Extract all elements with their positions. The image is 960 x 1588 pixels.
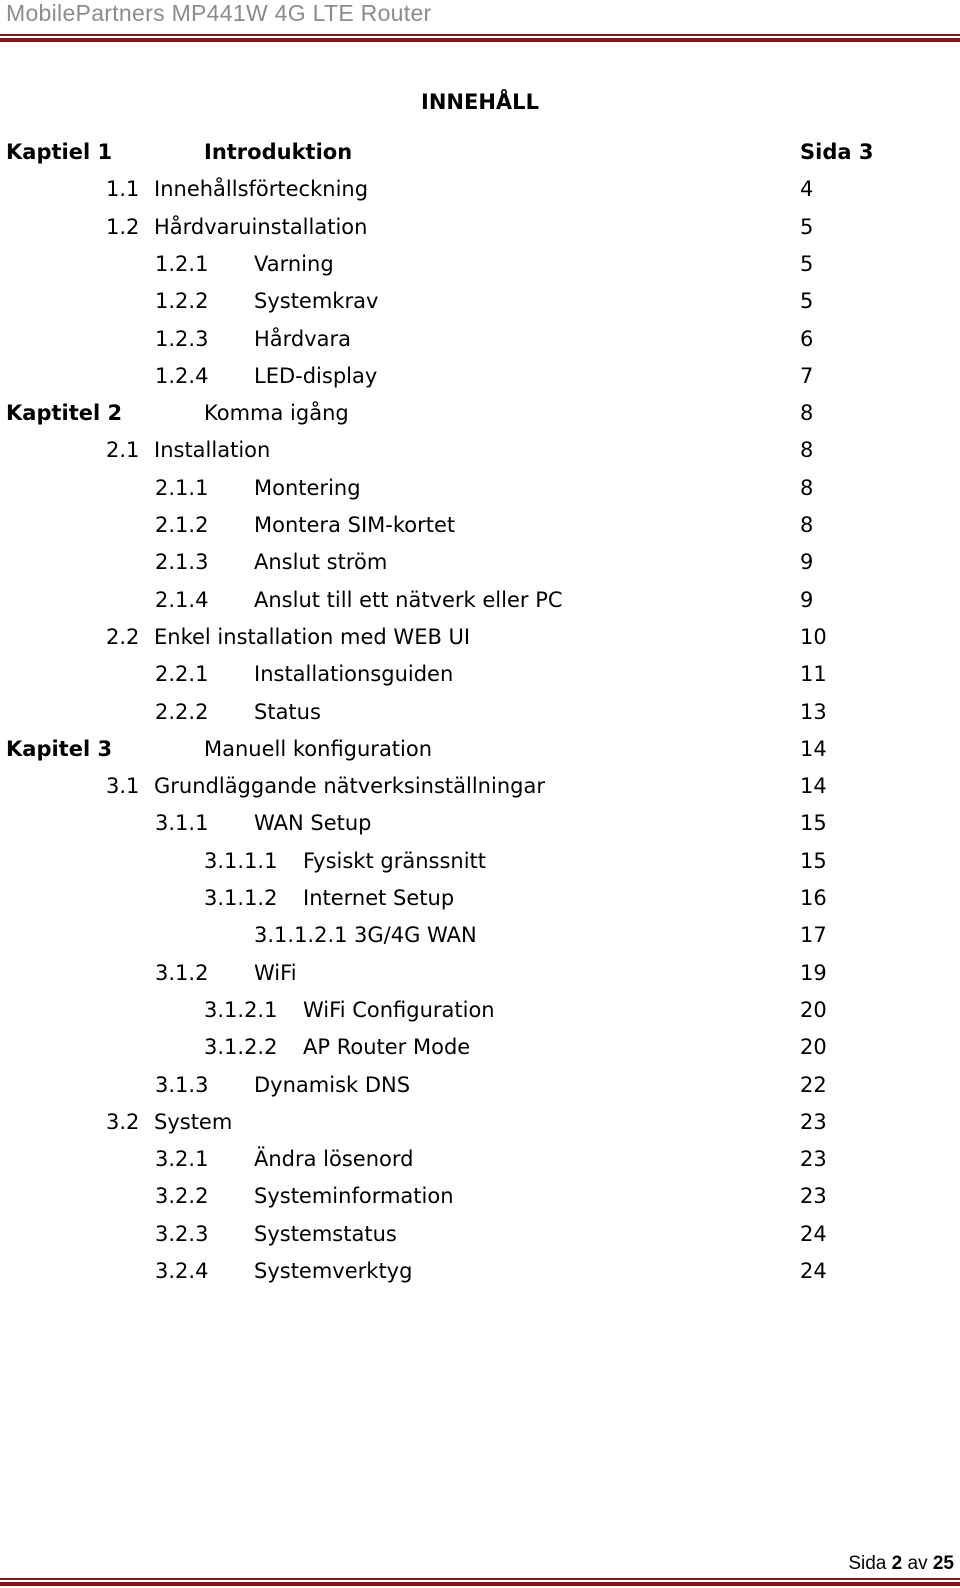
header-rule <box>0 34 960 36</box>
toc-entry-title: Montering <box>254 475 361 500</box>
toc-entry-page: 8 <box>800 438 814 463</box>
toc-entry-title: Dynamisk DNS <box>254 1072 411 1097</box>
toc-entry-number: 3.1.1.2 <box>204 886 278 910</box>
footer-rule-thick <box>0 1582 960 1586</box>
page-number <box>848 1553 954 1575</box>
toc-heading: INNEHÅLL <box>421 90 539 114</box>
toc-entry[interactable] <box>0 1147 960 1184</box>
page-total: 25 <box>932 1553 954 1574</box>
toc-entry-number: 3.1.2.1 <box>204 997 278 1022</box>
toc-entry-title: Komma igång <box>204 401 349 426</box>
toc-entry-page: 9 <box>800 550 814 575</box>
toc-entry-number: 3.1.1.2.1 <box>254 923 348 948</box>
toc-entry[interactable] <box>0 1110 960 1147</box>
toc-entry-title: Hårdvaruinstallation <box>154 214 368 239</box>
toc-entry[interactable] <box>0 1259 960 1296</box>
toc-entry[interactable] <box>0 1222 960 1259</box>
toc-entry-title: Systemverktyg <box>254 1259 413 1283</box>
toc-entry-page: 20 <box>800 1035 827 1060</box>
toc-entry[interactable] <box>0 625 960 662</box>
toc-entry[interactable] <box>0 1073 960 1110</box>
toc-entry-title: WiFi Configuration <box>303 997 495 1022</box>
toc-entry-title: Innehållsförteckning <box>154 177 369 202</box>
toc-entry-number: 1.2.2 <box>155 289 209 314</box>
toc-entry-title: Enkel installation med WEB UI <box>154 624 471 649</box>
toc-entry[interactable] <box>0 1184 960 1221</box>
toc-entry-title: AP Router Mode <box>303 1035 471 1060</box>
toc-entry[interactable] <box>0 401 960 438</box>
toc-entry[interactable] <box>0 1035 960 1072</box>
toc-entry-page: 15 <box>800 848 827 873</box>
toc-entry-page: 23 <box>800 1184 827 1209</box>
header-rule-thick <box>0 38 960 42</box>
toc-entry-number: 2.1.3 <box>155 550 209 575</box>
toc-entry-number: 1.2.1 <box>155 251 209 276</box>
toc-entry-page: 14 <box>800 736 827 761</box>
toc-entry-title: Ändra lösenord <box>254 1147 414 1172</box>
toc-entry-page: Sida 3 <box>800 140 874 164</box>
toc-entry[interactable] <box>0 998 960 1035</box>
toc-entry-page: 17 <box>800 923 827 948</box>
toc-entry-number: 3.1.1.1 <box>204 848 278 873</box>
toc-entry[interactable] <box>0 886 960 923</box>
page-mid: av <box>907 1553 928 1574</box>
toc-entry-page: 19 <box>800 960 827 985</box>
toc-entry[interactable] <box>0 140 960 177</box>
toc-entry[interactable] <box>0 662 960 699</box>
toc-entry[interactable] <box>0 476 960 513</box>
toc-entry-number: 3.2.1 <box>155 1147 209 1172</box>
page-current: 2 <box>891 1553 903 1574</box>
toc-entry-page: 8 <box>800 513 814 537</box>
toc-entry-page: 16 <box>800 886 827 910</box>
toc-entry-number: 3.2.3 <box>155 1221 209 1246</box>
toc-entry[interactable] <box>0 849 960 886</box>
toc-entry-title: Internet Setup <box>303 886 455 910</box>
toc-entry[interactable] <box>0 513 960 550</box>
toc-entry-number: 2.1.1 <box>155 475 209 500</box>
toc-entry-title: 3G/4G WAN <box>354 923 477 948</box>
toc-entry-page: 5 <box>800 251 814 276</box>
toc-entry-number: 1.2.4 <box>155 363 209 388</box>
toc-entry-page: 8 <box>800 475 814 500</box>
toc-entry[interactable] <box>0 327 960 364</box>
toc-entry-title: Systeminformation <box>254 1184 454 1209</box>
toc-entry[interactable] <box>0 923 960 960</box>
toc-entry-title: System <box>154 1109 233 1134</box>
toc-entry[interactable] <box>0 252 960 289</box>
toc-entry-title: Systemkrav <box>254 289 379 314</box>
toc-entry-page: 11 <box>800 662 827 687</box>
toc-entry-number: 3.2.2 <box>155 1184 209 1209</box>
toc-entry-number: 3.1.2.2 <box>204 1035 278 1060</box>
toc-entry-page: 14 <box>800 774 827 799</box>
toc-entry-page: 23 <box>800 1109 827 1134</box>
toc-entry-number: 3.1.3 <box>155 1072 209 1097</box>
toc-entry-number: Kaptiel 1 <box>6 140 113 164</box>
toc-entry-number: Kaptitel 2 <box>6 401 123 426</box>
toc-entry-page: 9 <box>800 587 814 612</box>
toc-entry[interactable] <box>0 364 960 401</box>
page-prefix: Sida <box>848 1553 887 1574</box>
toc-entry-number: 2.1 <box>106 438 140 463</box>
toc-entry-page: 10 <box>800 624 827 649</box>
toc-entry-title: Installationsguiden <box>254 662 454 687</box>
toc-entry-number: 2.2.1 <box>155 662 209 687</box>
document-header-title: MobilePartners MP441W 4G LTE Router <box>6 0 432 26</box>
toc-entry-page: 4 <box>800 177 814 202</box>
toc-entry[interactable] <box>0 438 960 475</box>
toc-entry-page: 5 <box>800 289 814 314</box>
toc-entry-number: 1.1 <box>106 177 140 202</box>
toc-entry-title: LED-display <box>254 363 378 388</box>
toc-entry-number: 1.2.3 <box>155 326 209 351</box>
toc-entry-page: 24 <box>800 1221 827 1246</box>
toc-entry-number: 3.2.4 <box>155 1259 209 1283</box>
toc-entry-title: Grundläggande nätverksinställningar <box>154 774 545 799</box>
toc-entry-page: 13 <box>800 699 827 724</box>
toc-entry-title: Installation <box>154 438 271 463</box>
toc-entry-title: WAN Setup <box>254 811 372 836</box>
toc-entry[interactable] <box>0 550 960 587</box>
toc-entry-title: Introduktion <box>204 140 353 164</box>
toc-entry-title: Status <box>254 699 321 724</box>
toc-entry-number: 2.1.2 <box>155 513 209 537</box>
toc-entry[interactable] <box>0 215 960 252</box>
toc-entry-page: 15 <box>800 811 827 836</box>
toc-entry-number: 3.1.1 <box>155 811 209 836</box>
toc-entry-title: Varning <box>254 251 334 276</box>
toc-entry-page: 23 <box>800 1147 827 1172</box>
toc-entry-title: Anslut till ett nätverk eller PC <box>254 587 563 612</box>
toc-entry-page: 24 <box>800 1259 827 1283</box>
toc-entry[interactable] <box>0 177 960 214</box>
toc-entry-page: 5 <box>800 214 814 239</box>
toc-entry-number: 2.2 <box>106 624 140 649</box>
toc-entry-title: Manuell konfiguration <box>204 736 433 761</box>
toc-entry-number: 2.2.2 <box>155 699 209 724</box>
toc-entry[interactable] <box>0 774 960 811</box>
toc-entry-number: 3.1.2 <box>155 960 209 985</box>
toc-entry-page: 6 <box>800 326 814 351</box>
toc-entry[interactable] <box>0 811 960 848</box>
toc-entry[interactable] <box>0 700 960 737</box>
toc-entry-number: 3.2 <box>106 1109 140 1134</box>
toc-entry-page: 20 <box>800 997 827 1022</box>
toc-entry-title: WiFi <box>254 960 297 985</box>
toc-entry-number: 2.1.4 <box>155 587 209 612</box>
toc-entry[interactable] <box>0 588 960 625</box>
toc-entry[interactable] <box>0 289 960 326</box>
toc-entry-page: 22 <box>800 1072 827 1097</box>
toc-entry-number: 3.1 <box>106 774 140 799</box>
toc-entry-title: Systemstatus <box>254 1221 397 1246</box>
toc-entry-title: Hårdvara <box>254 326 352 351</box>
toc-entry-page: 7 <box>800 363 814 388</box>
toc-entry-title: Fysiskt gränssnitt <box>303 848 487 873</box>
toc-entry-number: 1.2 <box>106 214 140 239</box>
toc-entry-page: 8 <box>800 401 814 426</box>
toc-entry-number: Kapitel 3 <box>6 736 113 761</box>
toc-entry[interactable] <box>0 961 960 998</box>
footer-rule <box>0 1578 960 1580</box>
toc-entry-title: Montera SIM-kortet <box>254 513 456 537</box>
toc-entry[interactable] <box>0 737 960 774</box>
toc-entry-title: Anslut ström <box>254 550 388 575</box>
